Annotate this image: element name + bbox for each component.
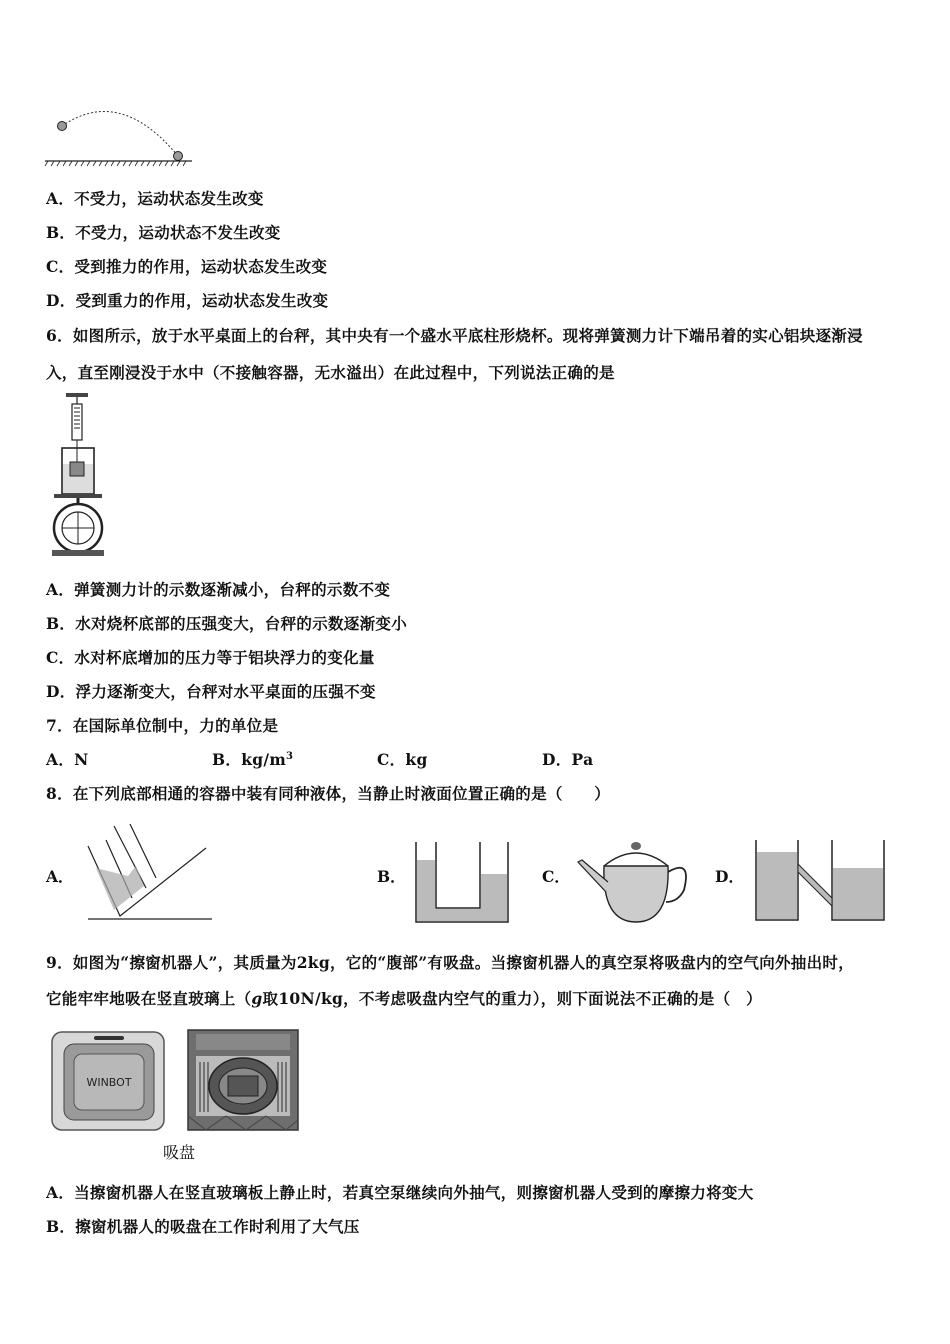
q5-option-c: C．受到推力的作用，运动状态发生改变 [46, 257, 328, 276]
q5-option-b: B．不受力，运动状态不发生改变 [46, 223, 281, 242]
robot-brand-text: WINBOT [86, 1076, 132, 1089]
q7-option-a: A．N [46, 750, 89, 769]
q6-option-b: B．水对烧杯底部的压强变大，台秤的示数逐渐变小 [46, 614, 408, 633]
q9-stem-line1: 9．如图为“擦窗机器人”，其质量为2kg，它的“腹部”有吸盘。当擦窗机器人的真空泵将吸盘内的空气向外抽出时， [46, 953, 855, 972]
q8-option-b-figure [412, 840, 512, 924]
q7-option-c: C．kg [377, 750, 428, 769]
q7-stem: 7．在国际单位制中，力的单位是 [46, 716, 279, 735]
q9-option-b: B．擦窗机器人的吸盘在工作时利用了大气压 [46, 1217, 360, 1236]
q9-option-a: A．当擦窗机器人在竖直玻璃板上静止时，若真空泵继续向外抽气，则擦窗机器人受到的摩擦力将变大 [46, 1183, 754, 1202]
q6-option-a: A．弹簧测力计的示数逐渐减小，台秤的示数不变 [46, 580, 391, 599]
q8-option-c-figure [574, 832, 696, 926]
q8-option-d-figure [752, 838, 888, 922]
suction-cup-caption: 吸盘 [163, 1143, 196, 1162]
q8-label-b: B． [377, 867, 406, 886]
q7-option-b: B．$kg/m^3$ [212, 750, 294, 769]
q8-option-a-figure [84, 822, 214, 922]
q8-label-d: D． [715, 867, 744, 886]
q7-option-d: D．Pa [542, 750, 594, 769]
projectile-figure [40, 100, 200, 168]
q8-label-a: A． [46, 867, 74, 886]
q6-stem-line1: 6．如图所示，放于水平桌面上的台秤，其中央有一个盛水平底柱形烧杯。现将弹簧测力计下端吊着的实心铝块逐渐浸 [46, 326, 863, 345]
robot-back-figure [186, 1028, 300, 1132]
robot-front-figure [50, 1028, 168, 1132]
q9-stem-line2: 它能牢牢地吸在竖直玻璃上（g取10N/kg，不考虑吸盘内空气的重力），则下面说法不正确的是（ ） [46, 989, 762, 1008]
spring-scale-figure [44, 392, 114, 560]
q5-option-d: D．受到重力的作用，运动状态发生改变 [46, 291, 329, 310]
q6-option-c: C．水对杯底增加的压力等于铝块浮力的变化量 [46, 648, 375, 667]
q6-stem-line2: 入，直至刚浸没于水中（不接触容器，无水溢出）在此过程中，下列说法正确的是 [46, 363, 615, 382]
q8-stem: 8．在下列底部相通的容器中装有同种液体，当静止时液面位置正确的是（ ） [46, 784, 611, 803]
q5-option-a: A．不受力，运动状态发生改变 [46, 189, 264, 208]
q6-option-d: D．浮力逐渐变大，台秤对水平桌面的压强不变 [46, 682, 376, 701]
q8-label-c: C． [542, 867, 570, 886]
